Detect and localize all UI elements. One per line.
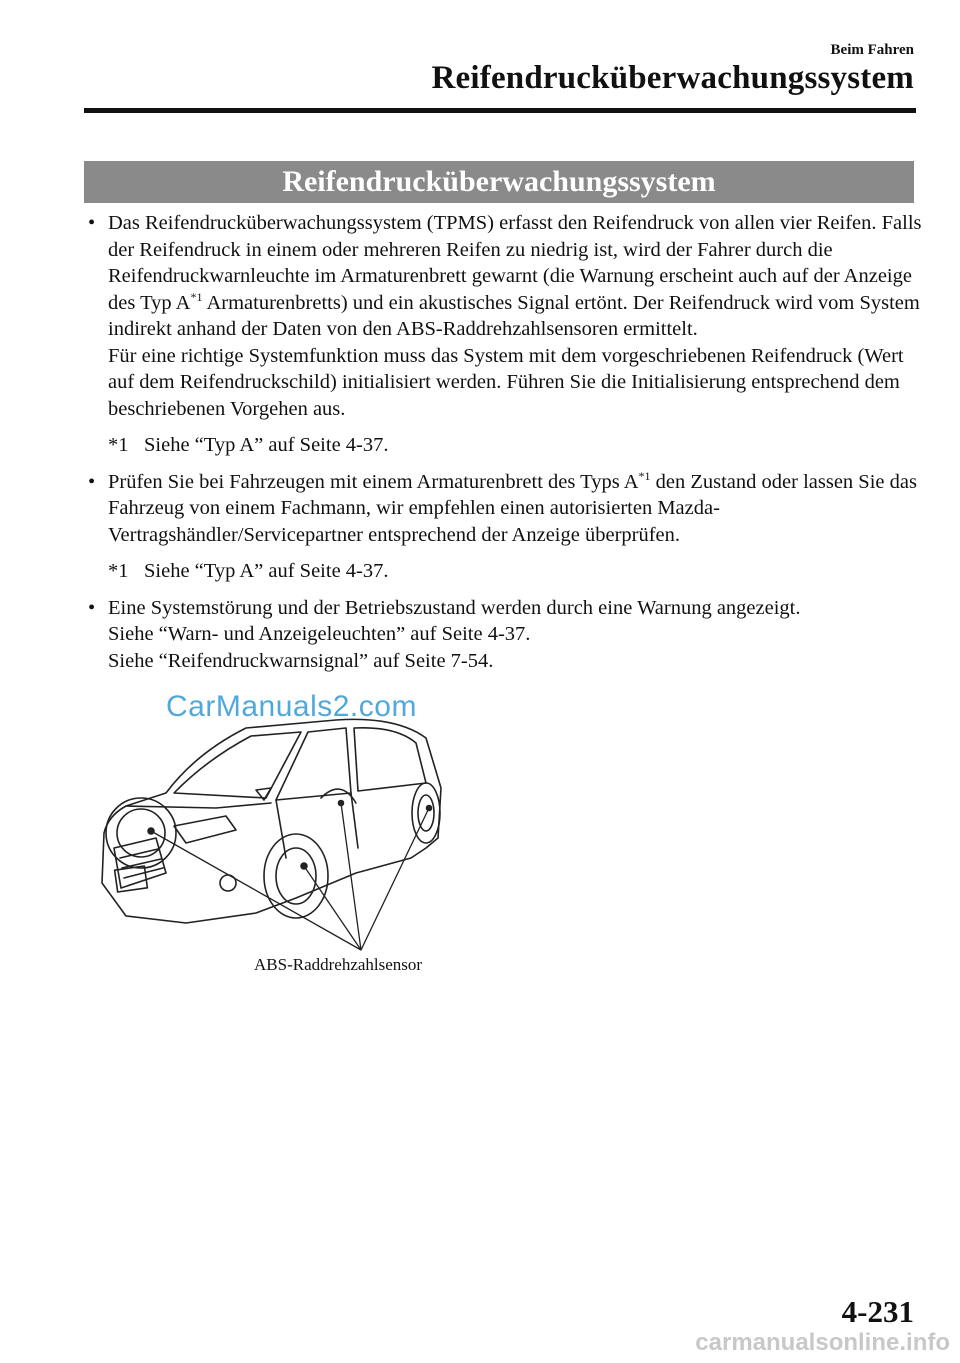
footer-watermark: carmanualsonline.info (695, 1329, 950, 1356)
bullet-1-paragraph-1 (108, 210, 924, 343)
car-body (102, 719, 441, 923)
watermark-carmanuals: CarManuals2.com (166, 690, 417, 723)
bullet-3-line-1: Eine Systemstörung und der Betriebszustand werden durch eine Warnung angezeigt. (108, 596, 801, 619)
footnote-1 (84, 432, 924, 459)
footnote-number: *1 (108, 560, 129, 582)
front-right-wheel (264, 834, 328, 918)
bullet-3-line-3: Siehe “Reifendruckwarnsignal” auf Seite 7-54. (108, 649, 494, 672)
text: Das Reifendrucküberwachungssystem (TPMS) erfasst den Reifendruck von allen vier Reifen. Falls der Reifendruck in einem oder mehreren Reifen zu niedrig ist, wird der Fahrer durch die Reifendruckwarnleuchte im Armaturenbrett gewarnt (die Warnung erscheint auch auf der Anzeige des Typ A (108, 212, 922, 314)
bullet-1-paragraph-2: Für eine richtige Systemfunktion muss das System mit dem vorgeschriebenen Reifendruck (Wert auf dem Reifendruckschild) initialisiert werden. Führen Sie die Initialisierung entsprechend dem beschriebenen Vorgehen aus. (108, 344, 904, 420)
bullet-dot: • (88, 596, 96, 619)
content (84, 210, 924, 674)
car-headlight (174, 816, 236, 843)
bullet-3-line-2: Siehe “Warn- und Anzeigeleuchten” auf Seite 4-37. (108, 623, 531, 645)
footnote-ref: *1 (638, 468, 651, 483)
footnote-ref: *1 (190, 289, 203, 304)
figure-label: ABS-Raddrehzahlsensor (254, 955, 423, 974)
section-banner: Reifendrucküberwachungssystem (84, 161, 914, 203)
header-title: Reifendrucküberwachungssystem (431, 60, 914, 96)
bullet-dot: • (88, 212, 96, 234)
bullet-dot: • (88, 470, 96, 493)
bullet-3 (84, 595, 924, 675)
car-illustration (96, 698, 456, 958)
footnote-number: *1 (108, 434, 129, 456)
bullet-1 (84, 210, 924, 422)
footnote-text: Siehe “Typ A” auf Seite 4-37. (144, 560, 389, 582)
bullet-2 (84, 469, 924, 549)
bullet-2-paragraph (108, 469, 924, 549)
text: Armaturenbretts) und ein akustisches Signal ertönt. Der Reifendruck wird vom System indirekt anhand der Daten von den ABS-Raddrehzahlsensoren ermittelt. (108, 291, 920, 340)
footnote-text: Siehe “Typ A” auf Seite 4-37. (144, 434, 389, 456)
page-number: 4-231 (841, 1294, 914, 1329)
header-section: Beim Fahren (830, 42, 914, 58)
sensor-callout-lines (151, 803, 429, 950)
header-rule (84, 108, 916, 113)
footnote-2 (84, 558, 924, 585)
text: den Zustand oder lassen Sie das Fahrzeug von einem Fachmann, wir empfehlen einen autorisierten Mazda-Vertragshändler/Servicepartner entsprechend der Anzeige überprüfen. (108, 470, 917, 546)
text: Prüfen Sie bei Fahrzeugen mit einem Armaturenbrett des Typs A (108, 470, 639, 493)
car-rear-window (354, 728, 426, 791)
